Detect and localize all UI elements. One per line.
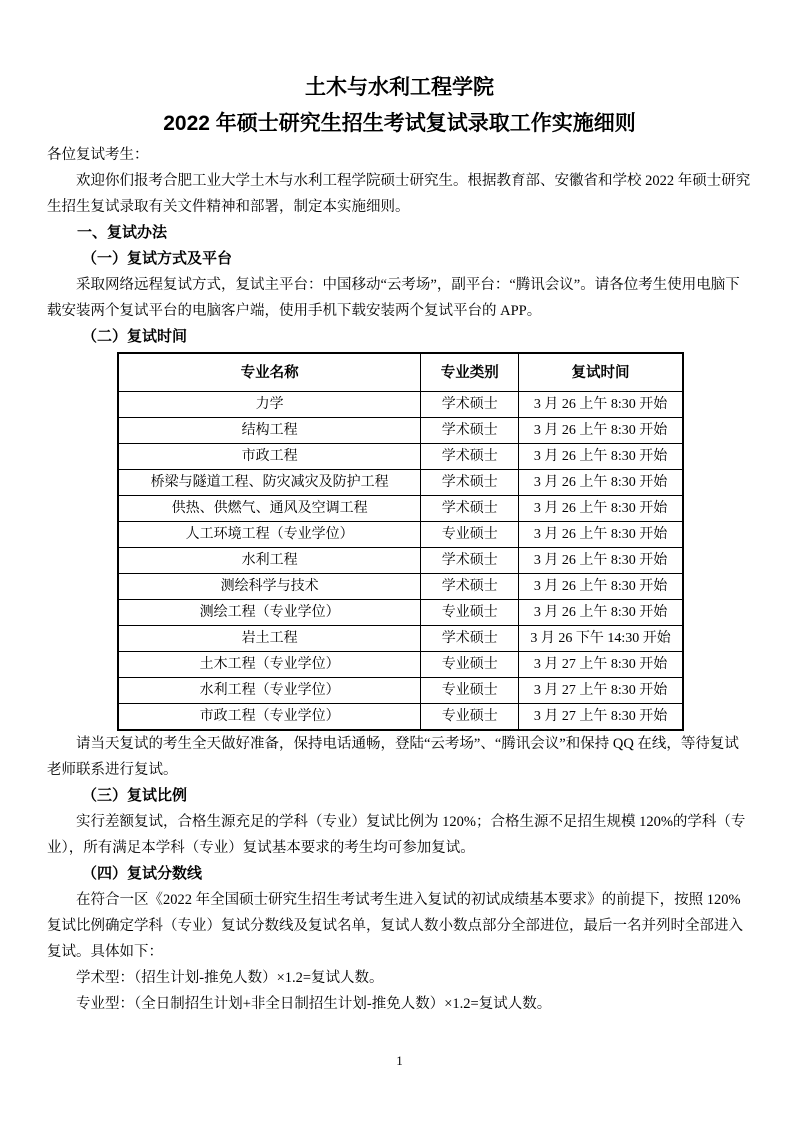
table-cell: 3 月 27 上午 8:30 开始 (519, 704, 683, 731)
page-number: 1 (396, 1053, 403, 1068)
table-row (118, 704, 683, 731)
table-cell: 学术硕士 (421, 392, 519, 418)
table-cell: 专业硕士 (421, 704, 519, 731)
table-cell: 学术硕士 (421, 626, 519, 652)
table-cell: 土木工程（专业学位） (118, 652, 421, 678)
formula-academic: 学术型：（招生计划-推免人数）×1.2=复试人数。 (76, 970, 384, 986)
table-cell: 3 月 26 下午 14:30 开始 (519, 626, 683, 652)
heading-review-time: （二）复试时间 (82, 328, 188, 345)
table-cell: 3 月 26 上午 8:30 开始 (519, 444, 683, 470)
table-row (118, 353, 683, 392)
table-cell: 测绘工程（专业学位） (118, 600, 421, 626)
table-cell: 学术硕士 (421, 418, 519, 444)
document-title-line1: 土木与水利工程学院 (305, 76, 494, 99)
table-cell: 专业硕士 (421, 678, 519, 704)
table-cell: 测绘科学与技术 (118, 574, 421, 600)
table-cell: 结构工程 (118, 418, 421, 444)
heading-platform: （一）复试方式及平台 (82, 250, 233, 267)
table-row (118, 392, 683, 418)
heading-review-ratio: （三）复试比例 (82, 787, 188, 804)
platform-paragraph: 采取网络远程复试方式，复试主平台：中国移动“云考场”，副平台：“腾讯会议”。请各位考生使用电脑下载安装两个复试平台的电脑客户端，使用手机下载安装两个复试平台的 APP。 (47, 277, 740, 319)
table-row (118, 470, 683, 496)
column-header-major-type: 专业类别 (421, 353, 519, 392)
table-row (118, 678, 683, 704)
table-cell: 水利工程 (118, 548, 421, 574)
column-header-major-name: 专业名称 (118, 353, 421, 392)
table-cell: 学术硕士 (421, 470, 519, 496)
post-table-note: 请当天复试的考生全天做好准备，保持电话通畅，登陆“云考场”、“腾讯会议”和保持 QQ 在线，等待复试老师联系进行复试。 (47, 736, 739, 778)
table-cell: 供热、供燃气、通风及空调工程 (118, 496, 421, 522)
column-header-review-time: 复试时间 (519, 353, 683, 392)
table-cell: 专业硕士 (421, 652, 519, 678)
table-row (118, 418, 683, 444)
table-row (118, 496, 683, 522)
table-header-row (118, 353, 683, 392)
table-cell: 3 月 26 上午 8:30 开始 (519, 574, 683, 600)
table-cell: 水利工程（专业学位） (118, 678, 421, 704)
table-cell: 市政工程 (118, 444, 421, 470)
score-paragraph: 在符合一区《2022 年全国硕士研究生招生考试考生进入复试的初试成绩基本要求》的前提下，按照 120%复试比例确定学科（专业）复试分数线及复试名单，复试人数小数点部分全部进位，最后一名并列时全部进入复试。具体如下： (47, 892, 743, 960)
review-schedule-table (117, 352, 684, 731)
table-cell: 3 月 26 上午 8:30 开始 (519, 470, 683, 496)
table-cell: 岩土工程 (118, 626, 421, 652)
table-row (118, 652, 683, 678)
ratio-paragraph: 实行差额复试，合格生源充足的学科（专业）复试比例为 120%；合格生源不足招生规模 120%的学科（专业），所有满足本学科（专业）复试基本要求的考生均可参加复试。 (47, 814, 746, 856)
table-row (118, 444, 683, 470)
salutation: 各位复试考生： (47, 147, 149, 163)
table-cell: 学术硕士 (421, 444, 519, 470)
schedule-table-body (118, 392, 683, 731)
table-row (118, 522, 683, 548)
table-cell: 学术硕士 (421, 496, 519, 522)
table-row (118, 626, 683, 652)
table-cell: 3 月 26 上午 8:30 开始 (519, 418, 683, 444)
table-cell: 学术硕士 (421, 574, 519, 600)
table-cell: 专业硕士 (421, 600, 519, 626)
table-cell: 3 月 26 上午 8:30 开始 (519, 392, 683, 418)
formula-professional: 专业型：（全日制招生计划+非全日制招生计划-推免人数）×1.2=复试人数。 (76, 996, 552, 1012)
table-cell: 市政工程（专业学位） (118, 704, 421, 731)
table-cell: 力学 (118, 392, 421, 418)
table-cell: 3 月 26 上午 8:30 开始 (519, 600, 683, 626)
table-row (118, 574, 683, 600)
table-cell: 专业硕士 (421, 522, 519, 548)
document-title-line2: 2022 年硕士研究生招生考试复试录取工作实施细则 (163, 112, 636, 135)
table-cell: 3 月 27 上午 8:30 开始 (519, 678, 683, 704)
table-cell: 学术硕士 (421, 548, 519, 574)
table-cell: 3 月 26 上午 8:30 开始 (519, 522, 683, 548)
document-body (0, 142, 799, 1017)
table-cell: 桥梁与隧道工程、防灾减灾及防护工程 (118, 470, 421, 496)
table-cell: 3 月 26 上午 8:30 开始 (519, 496, 683, 522)
table-cell: 人工环境工程（专业学位） (118, 522, 421, 548)
intro-paragraph: 欢迎你们报考合肥工业大学土木与水利工程学院硕士研究生。根据教育部、安徽省和学校 2022 年硕士研究生招生复试录取有关文件精神和部署，制定本实施细则。 (47, 173, 751, 215)
heading-review-method: 一、复试办法 (77, 224, 168, 241)
table-cell: 3 月 26 上午 8:30 开始 (519, 548, 683, 574)
table-row (118, 600, 683, 626)
document-title (0, 0, 799, 142)
table-cell: 3 月 27 上午 8:30 开始 (519, 652, 683, 678)
heading-score-line: （四）复试分数线 (82, 865, 203, 882)
table-row (118, 548, 683, 574)
